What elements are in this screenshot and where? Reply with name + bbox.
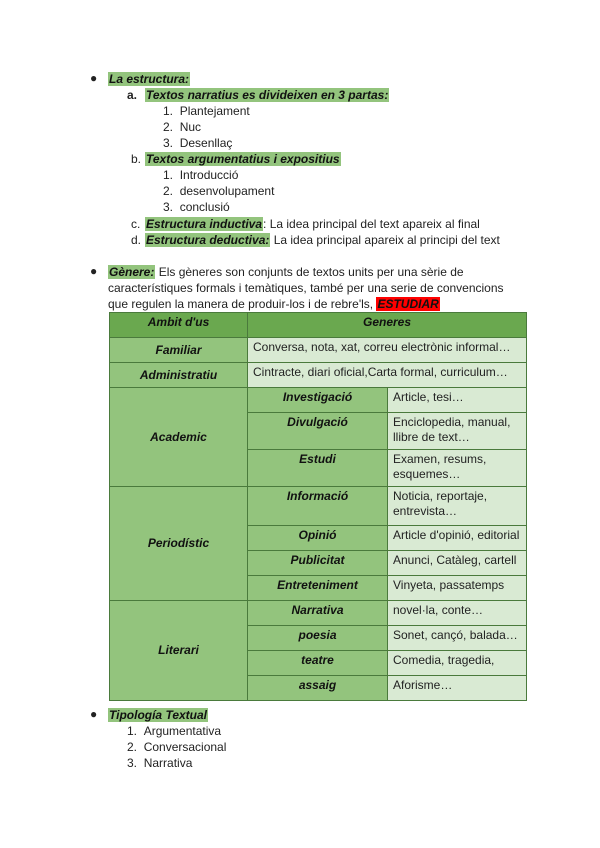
table-row [110,601,527,626]
tipologia-item-2: 2. Conversacional [127,740,227,754]
value-narrativa: novel·la, conte… [388,601,527,626]
genere-line-2: característiques formals i temàtiques, també per una serie de convencions [108,281,504,295]
narr-marker: a. [127,88,138,102]
sub-poesia: poesia [248,626,388,651]
sub-opinio: Opinió [248,526,388,551]
ded-marker: d. [131,233,142,247]
sub-investigacio: Investigació [248,388,388,413]
value-entreteniment: Vinyeta, passatemps [388,576,527,601]
narr-item-1: 1. Plantejament [163,104,250,118]
ambit-periodistic: Periodístic [110,487,248,601]
arg-item-1-text: Introducció [179,168,239,182]
value-teatre: Comedia, tragedia, [388,651,527,676]
structure-title: La estructura: [109,72,190,86]
tipologia-heading [108,707,208,723]
table-row [110,363,527,388]
genere-line-1 [108,264,464,280]
sub-divulgacio: Divulgació [248,413,388,450]
ambit-familiar: Familiar [110,338,248,363]
ambit-academic: Academic [110,388,248,487]
sub-teatre: teatre [248,651,388,676]
ind-marker: c. [131,217,141,231]
arg-title: Textos argumentatius i expositius [146,152,340,166]
arg-item-3-text: conclusió [179,200,230,214]
genere-title: Gènere: [109,265,155,279]
table-row [110,388,527,413]
tipologia-item-3-text: Narrativa [143,756,193,770]
narr-item-2: 2. Nuc [163,120,202,134]
arg-item-2-text: desenvolupament [179,184,275,198]
value-opinio: Article d'opinió, editorial [388,526,527,551]
value-poesia: Sonet, cançó, balada… [388,626,527,651]
tipologia-item-3: 3. Narrativa [127,756,193,770]
ambit-administratiu: Administratiu [110,363,248,388]
tipologia-title: Tipología Textual [109,708,208,722]
value-administratiu: Cintracte, diari oficial,Carta formal, curriculum… [248,363,527,388]
arg-heading [145,151,341,167]
ded-text: La idea principal apareix al principi del text [270,233,500,247]
narr-item-2-text: Nuc [179,120,202,134]
arg-item-3: 3. conclusió [163,200,230,214]
ded-title: Estructura deductiva: [146,233,270,247]
value-assaig: Aforisme… [388,676,527,701]
genere-line-3 [108,296,440,312]
value-informacio: Noticia, reportaje, entrevista… [388,487,527,526]
arg-item-1: 1. Introducció [163,168,239,182]
table-row [110,487,527,526]
ambit-literari: Literari [110,601,248,701]
bullet-structure: ● [90,71,98,85]
table-header-row [110,313,527,338]
tipologia-item-1-text: Argumentativa [143,724,222,738]
sub-entreteniment: Entreteniment [248,576,388,601]
estudiar-tag: ESTUDIAR [377,297,439,311]
sub-publicitat: Publicitat [248,551,388,576]
structure-heading [108,71,190,87]
genere-line3-text: que regulen la manera de produir-los i de rebre'ls, [108,297,377,311]
ind-line [145,216,480,232]
ind-text: : La idea principal del text apareix al final [263,217,480,231]
bullet-tipologia: ● [90,707,98,721]
tipologia-item-1: 1. Argumentativa [127,724,222,738]
arg-item-2: 2. desenvolupament [163,184,275,198]
arg-marker: b. [131,152,142,166]
value-divulgacio: Enciclopedia, manual, llibre de text… [388,413,527,450]
ind-title: Estructura inductiva [146,217,263,231]
sub-narrativa: Narrativa [248,601,388,626]
sub-informacio: Informació [248,487,388,526]
narr-item-1-text: Plantejament [179,104,250,118]
value-investigacio: Article, tesi… [388,388,527,413]
narr-item-3-text: Desenllaç [179,136,233,150]
header-generes: Generes [248,313,527,338]
genres-table [109,312,527,701]
value-estudi: Examen, resums, esquemes… [388,450,527,487]
bullet-genere: ● [90,264,98,278]
sub-estudi: Estudi [248,450,388,487]
narr-heading [145,87,389,103]
narr-item-3: 3. Desenllaç [163,136,233,150]
header-ambit: Ambit d'us [110,313,248,338]
ded-line [145,232,500,248]
value-familiar: Conversa, nota, xat, correu electrònic informal… [248,338,527,363]
table-row [110,338,527,363]
value-publicitat: Anunci, Catàleg, cartell [388,551,527,576]
genere-line1-text: Els gèneres son conjunts de textos units per una sèrie de [155,265,464,279]
tipologia-item-2-text: Conversacional [143,740,227,754]
sub-assaig: assaig [248,676,388,701]
narr-title: Textos narratius es divideixen en 3 partas: [146,88,389,102]
